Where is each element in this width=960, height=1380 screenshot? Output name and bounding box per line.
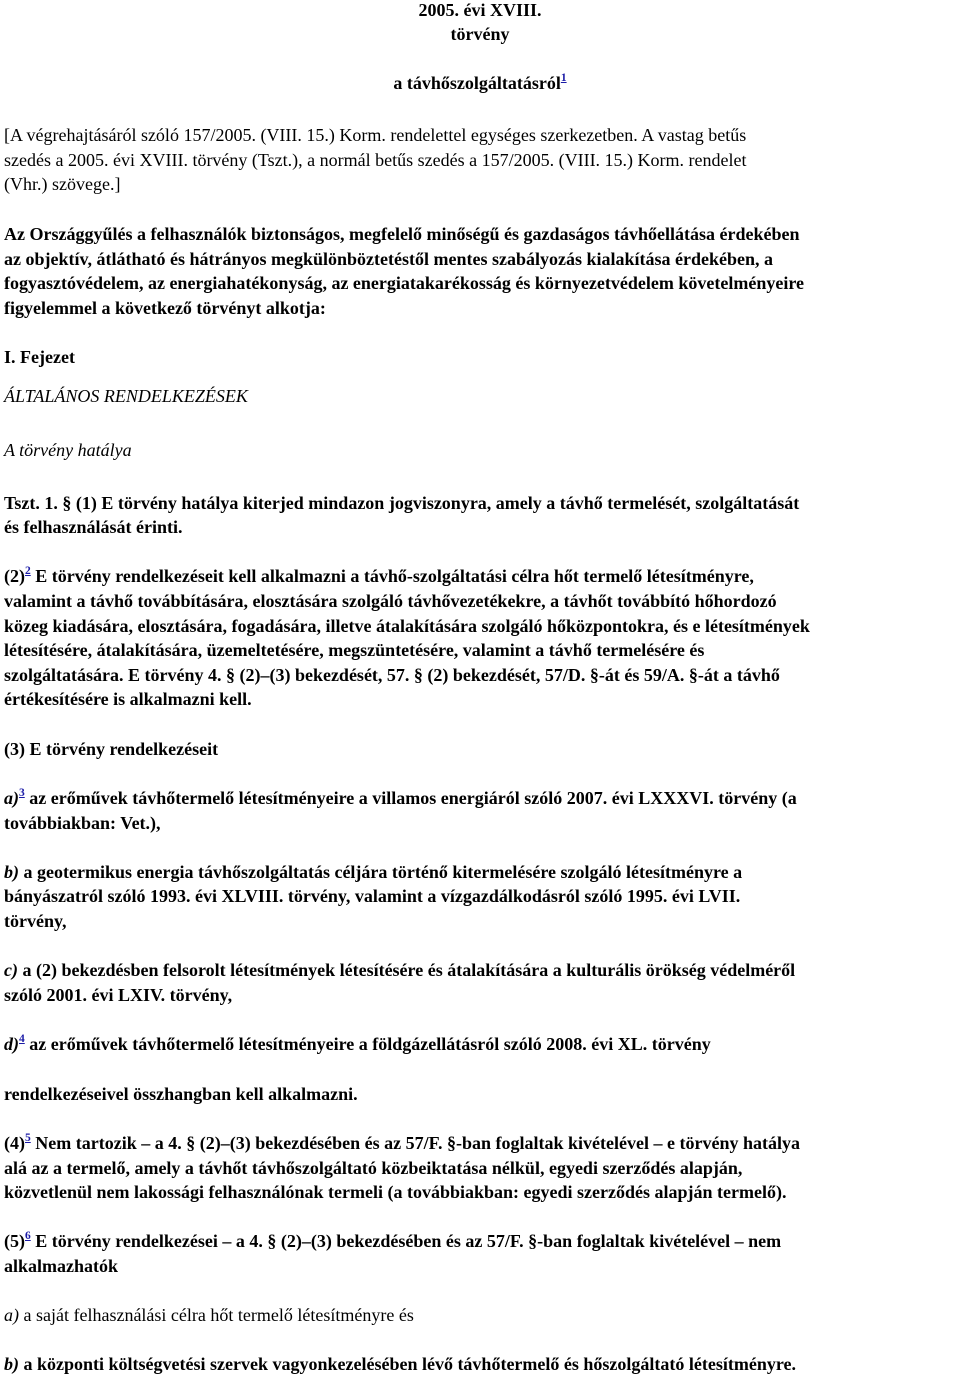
par4-line [4, 1131, 800, 1156]
par3-closing: rendelkezéseivel összhangban kell alkalmazni. [4, 1084, 358, 1104]
par3-a-line: továbbiakban: Vet.), [4, 813, 161, 833]
law-title [0, 71, 960, 96]
par5-b-line [4, 1352, 796, 1377]
par3-b-line: bányászatról szóló 1993. évi XLVIII. törvény, valamint a vízgazdálkodásról szóló 1995. évi LVII. [4, 886, 741, 906]
item-label-b: b) [4, 862, 19, 882]
par2-line: értékesítésére is alkalmazni kell. [4, 689, 252, 709]
preamble-line: az objektív, átlátható és hátrányos megkülönböztetéstől mentes szabályozás kialakítása érdekében, a [4, 249, 773, 269]
par5-prefix: (5) [4, 1231, 25, 1251]
par5-b-text: a központi költségvetési szervek vagyonkezelésében lévő távhőtermelő és hőszolgáltató létesítményre. [19, 1354, 797, 1374]
par2-prefix: (2) [4, 566, 25, 586]
par2-line [4, 564, 754, 589]
footnote-link-2[interactable]: 2 [25, 565, 31, 577]
sec1-line: Tszt. 1. § (1) E törvény hatálya kiterjed mindazon jogviszonyra, amely a távhő termelését, szolgáltatását [4, 493, 800, 513]
note-line: [A végrehajtásáról szóló 157/2005. (VIII. 15.) Korm. rendelettel egységes szerkezetben. A vastag betűs [4, 125, 747, 145]
chapter-title: ÁLTALÁNOS RENDELKEZÉSEK [4, 386, 248, 406]
par4-line: alá az a termelő, amely a távhőt távhőszolgáltató közbeiktatása nélkül, egyedi szerződés alapján, [4, 1158, 743, 1178]
footnote-link-5[interactable]: 5 [25, 1132, 31, 1144]
law-title-text: a távhőszolgáltatásról [393, 73, 561, 93]
footnote-link-3[interactable]: 3 [19, 787, 25, 799]
par3-c-line: szóló 2001. évi LXIV. törvény, [4, 985, 233, 1005]
par4-text: Nem tartozik – a 4. § (2)–(3) bekezdésében és az 57/F. §-ban foglaltak kivételével – e törvény hatálya [30, 1133, 800, 1153]
par5-line [4, 1229, 781, 1254]
item-label-b: b) [4, 1354, 19, 1374]
item-label-a: a) [4, 788, 19, 808]
par5-line: alkalmazhatók [4, 1256, 119, 1276]
preamble-line: fogyasztóvédelem, az energiahatékonyság, az energiatakarékosság és környezetvédelem követelményeire [4, 273, 804, 293]
item-label-d: d) [4, 1034, 19, 1054]
par3-b-text: a geotermikus energia távhőszolgáltatás céljára történő kitermelésére szolgáló létesítményre a [19, 862, 743, 882]
par2-text: E törvény rendelkezéseit kell alkalmazni a távhő-szolgáltatási célra hőt termelő létesítményre, [30, 566, 754, 586]
par3-intro: (3) E törvény rendelkezéseit [4, 739, 219, 759]
note-line: (Vhr.) szövege.] [4, 174, 121, 194]
par5-a-text: a saját felhasználási célra hőt termelő létesítményre és [19, 1305, 414, 1325]
item-label-a: a) [4, 1305, 19, 1325]
par3-c-line [4, 958, 795, 983]
par3-b-line [4, 860, 742, 885]
par4-prefix: (4) [4, 1133, 25, 1153]
preamble-line: Az Országgyűlés a felhasználók biztonságos, megfelelő minőségű és gazdaságos távhőellátása érdekében [4, 224, 800, 244]
law-type: törvény [450, 24, 510, 44]
footnote-link-4[interactable]: 4 [19, 1033, 25, 1045]
par5-text: E törvény rendelkezései – a 4. § (2)–(3) bekezdésében és az 57/F. §-ban foglaltak kivételével – nem [30, 1231, 782, 1251]
par2-line: létesítésére, átalakítására, üzemeltetésére, megszüntetésére, valamint a távhő termelésére és [4, 640, 705, 660]
par3-b-line: törvény, [4, 911, 67, 931]
footnote-link-6[interactable]: 6 [25, 1230, 31, 1242]
sec1-line: és felhasználását érinti. [4, 517, 183, 537]
par4-line: közvetlenül nem lakossági felhasználónak termeli (a továbbiakban: egyedi szerződés alapján termelő). [4, 1182, 787, 1202]
par3-c-text: a (2) bekezdésben felsorolt létesítmények létesítésére és átalakítására a kulturális örökség védelméről [17, 960, 796, 980]
par3-d-text: az erőművek távhőtermelő létesítményeire a földgázellátásról szóló 2008. évi XL. törvény [24, 1034, 711, 1054]
par2-line: közeg kiadására, elosztására, fogadására, illetve átalakítására szolgáló hőközpontokra, és e létesítmények [4, 616, 810, 636]
par3-a-text: az erőművek távhőtermelő létesítményeire a villamos energiáról szóló 2007. évi LXXXVI. törvény (a [24, 788, 797, 808]
section-subtitle: A törvény hatálya [4, 440, 132, 460]
law-number: 2005. évi XVIII. [418, 0, 542, 20]
item-label-c: c) [4, 960, 18, 980]
par3-a-line [4, 786, 797, 811]
footnote-link-1[interactable]: 1 [560, 72, 567, 84]
note-line: szedés a 2005. évi XVIII. törvény (Tszt.), a normál betűs szedés a 157/2005. (VIII. 15.) Korm. rendelet [4, 150, 747, 170]
preamble-line: figyelemmel a következő törvényt alkotja: [4, 298, 326, 318]
par3-d-line [4, 1032, 711, 1057]
chapter-number: I. Fejezet [4, 347, 75, 367]
par2-line: szolgáltatására. E törvény 4. § (2)–(3) bekezdését, 57. § (2) bekezdését, 57/D. §-át és 59/A. §-át a távhő [4, 665, 780, 685]
par2-line: valamint a távhő továbbítására, elosztására szolgáló távhővezetékekre, a távhőt továbbító hőhordozó [4, 591, 777, 611]
par5-a-line [4, 1303, 414, 1328]
